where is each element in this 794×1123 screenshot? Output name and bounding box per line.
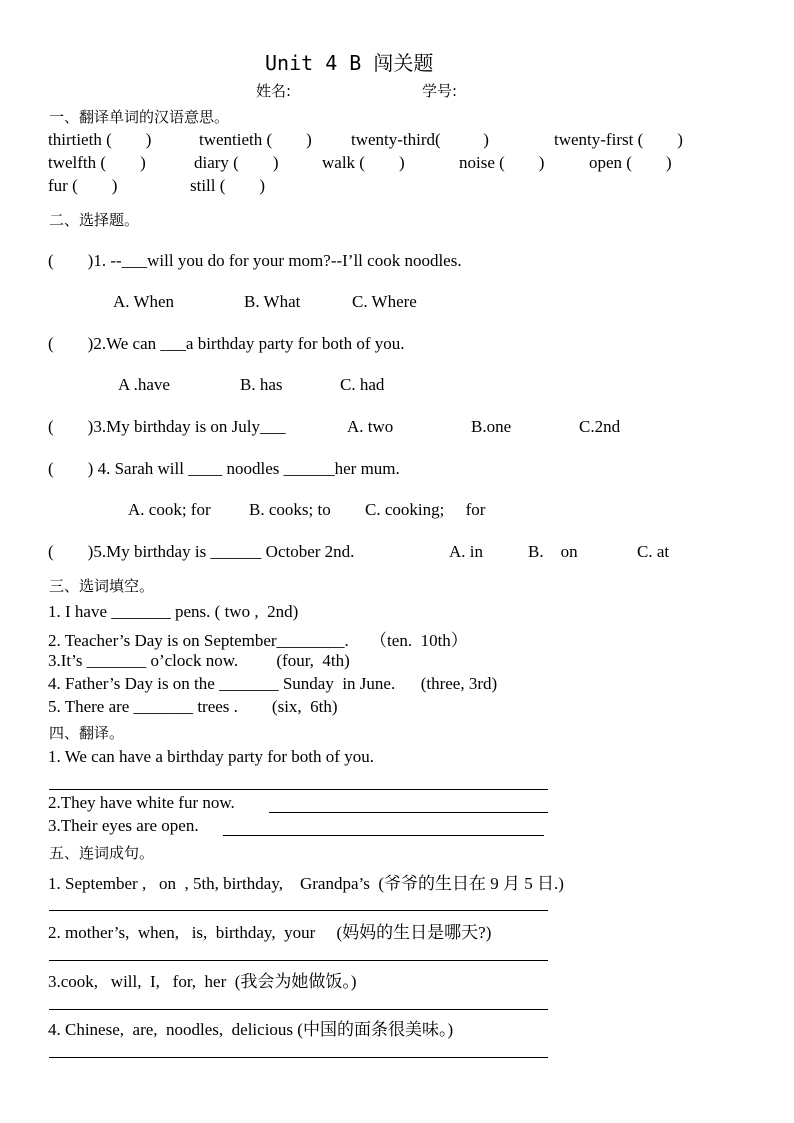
vocab-item: twenty-third( ) [351,130,489,149]
section-3-heading: 三、选词填空。 [49,577,155,595]
choice-option: B. What [244,292,301,311]
vocab-item: twelfth ( ) [48,153,146,172]
fill-item: 1. I have _______ pens. ( two , 2nd) [48,602,299,621]
translate-item-2: 2.They have white fur now. [48,793,235,812]
vocab-item: diary ( ) [194,153,279,172]
choice-option: C. Where [352,292,417,311]
choice-option: A. cook; for [128,500,211,519]
translate-item-3: 3.Their eyes are open. [48,816,199,835]
vocab-item: twenty-first ( ) [554,130,683,149]
fill-item: 2. Teacher’s Day is on September________. （ten. 10th） [48,631,468,650]
choice-question-3: ( )3.My birthday is on July___ [48,417,286,436]
vocab-item: open ( ) [589,153,672,172]
fill-item: 5. There are _______ trees . (six, 6th) [48,697,338,716]
section-4-heading: 四、翻译。 [49,724,125,742]
choice-option: A. two [347,417,394,436]
translate-item-1: 1. We can have a birthday party for both of you. [48,747,374,766]
answer-line [49,1009,548,1010]
choice-option: A .have [118,375,170,394]
vocab-item: walk ( ) [322,153,405,172]
worksheet-title: Unit 4 B 闯关题 [265,51,434,75]
answer-line [49,910,548,911]
choice-option: B. cooks; to [249,500,331,519]
sentence-item-4: 4. Chinese, are, noodles, delicious (中国的面条很美味。) [48,1020,454,1039]
fill-item: 4. Father’s Day is on the _______ Sunday in June. (three, 3rd) [48,674,498,693]
sentence-item-3: 3.cook, will, I, for, her (我会为她做饭。) [48,972,357,991]
name-label: 姓名: [256,82,292,100]
choice-question-5: ( )5.My birthday is ______ October 2nd. [48,542,355,561]
vocab-item: noise ( ) [459,153,545,172]
vocab-item: fur ( ) [48,176,118,195]
answer-line [49,960,548,961]
answer-line [269,812,548,813]
vocab-item: still ( ) [190,176,266,195]
answer-line [49,789,548,790]
student-number-label: 学号: [422,82,458,100]
choice-option: C. had [340,375,385,394]
answer-line [223,835,544,836]
choice-question-1: ( )1. --___will you do for your mom?--I’ll cook noodles. [48,251,462,270]
section-5-heading: 五、连词成句。 [49,844,155,862]
fill-item: 3.It’s _______ o’clock now. (four, 4th) [48,651,350,670]
answer-line [49,1057,548,1058]
sentence-item-2: 2. mother’s, when, is, birthday, your (妈妈的生日是哪天?) [48,923,492,942]
choice-option: B. has [240,375,283,394]
choice-option: C. at [637,542,670,561]
choice-option: B. on [528,542,578,561]
choice-option: C.2nd [579,417,621,436]
section-1-heading: 一、翻译单词的汉语意思。 [49,108,230,126]
sentence-item-1: 1. September , on , 5th, birthday, Grandpa’s (爷爷的生日在 9 月 5 日.) [48,874,564,893]
section-2-heading: 二、选择题。 [49,211,140,229]
choice-option: A. When [113,292,175,311]
choice-question-4: ( ) 4. Sarah will ____ noodles ______her mum. [48,459,400,478]
vocab-item: twentieth ( ) [199,130,312,149]
choice-question-2: ( )2.We can ___a birthday party for both of you. [48,334,405,353]
choice-option: A. in [449,542,483,561]
choice-option: C. cooking; for [365,500,486,519]
vocab-item: thirtieth ( ) [48,130,152,149]
choice-option: B.one [471,417,512,436]
